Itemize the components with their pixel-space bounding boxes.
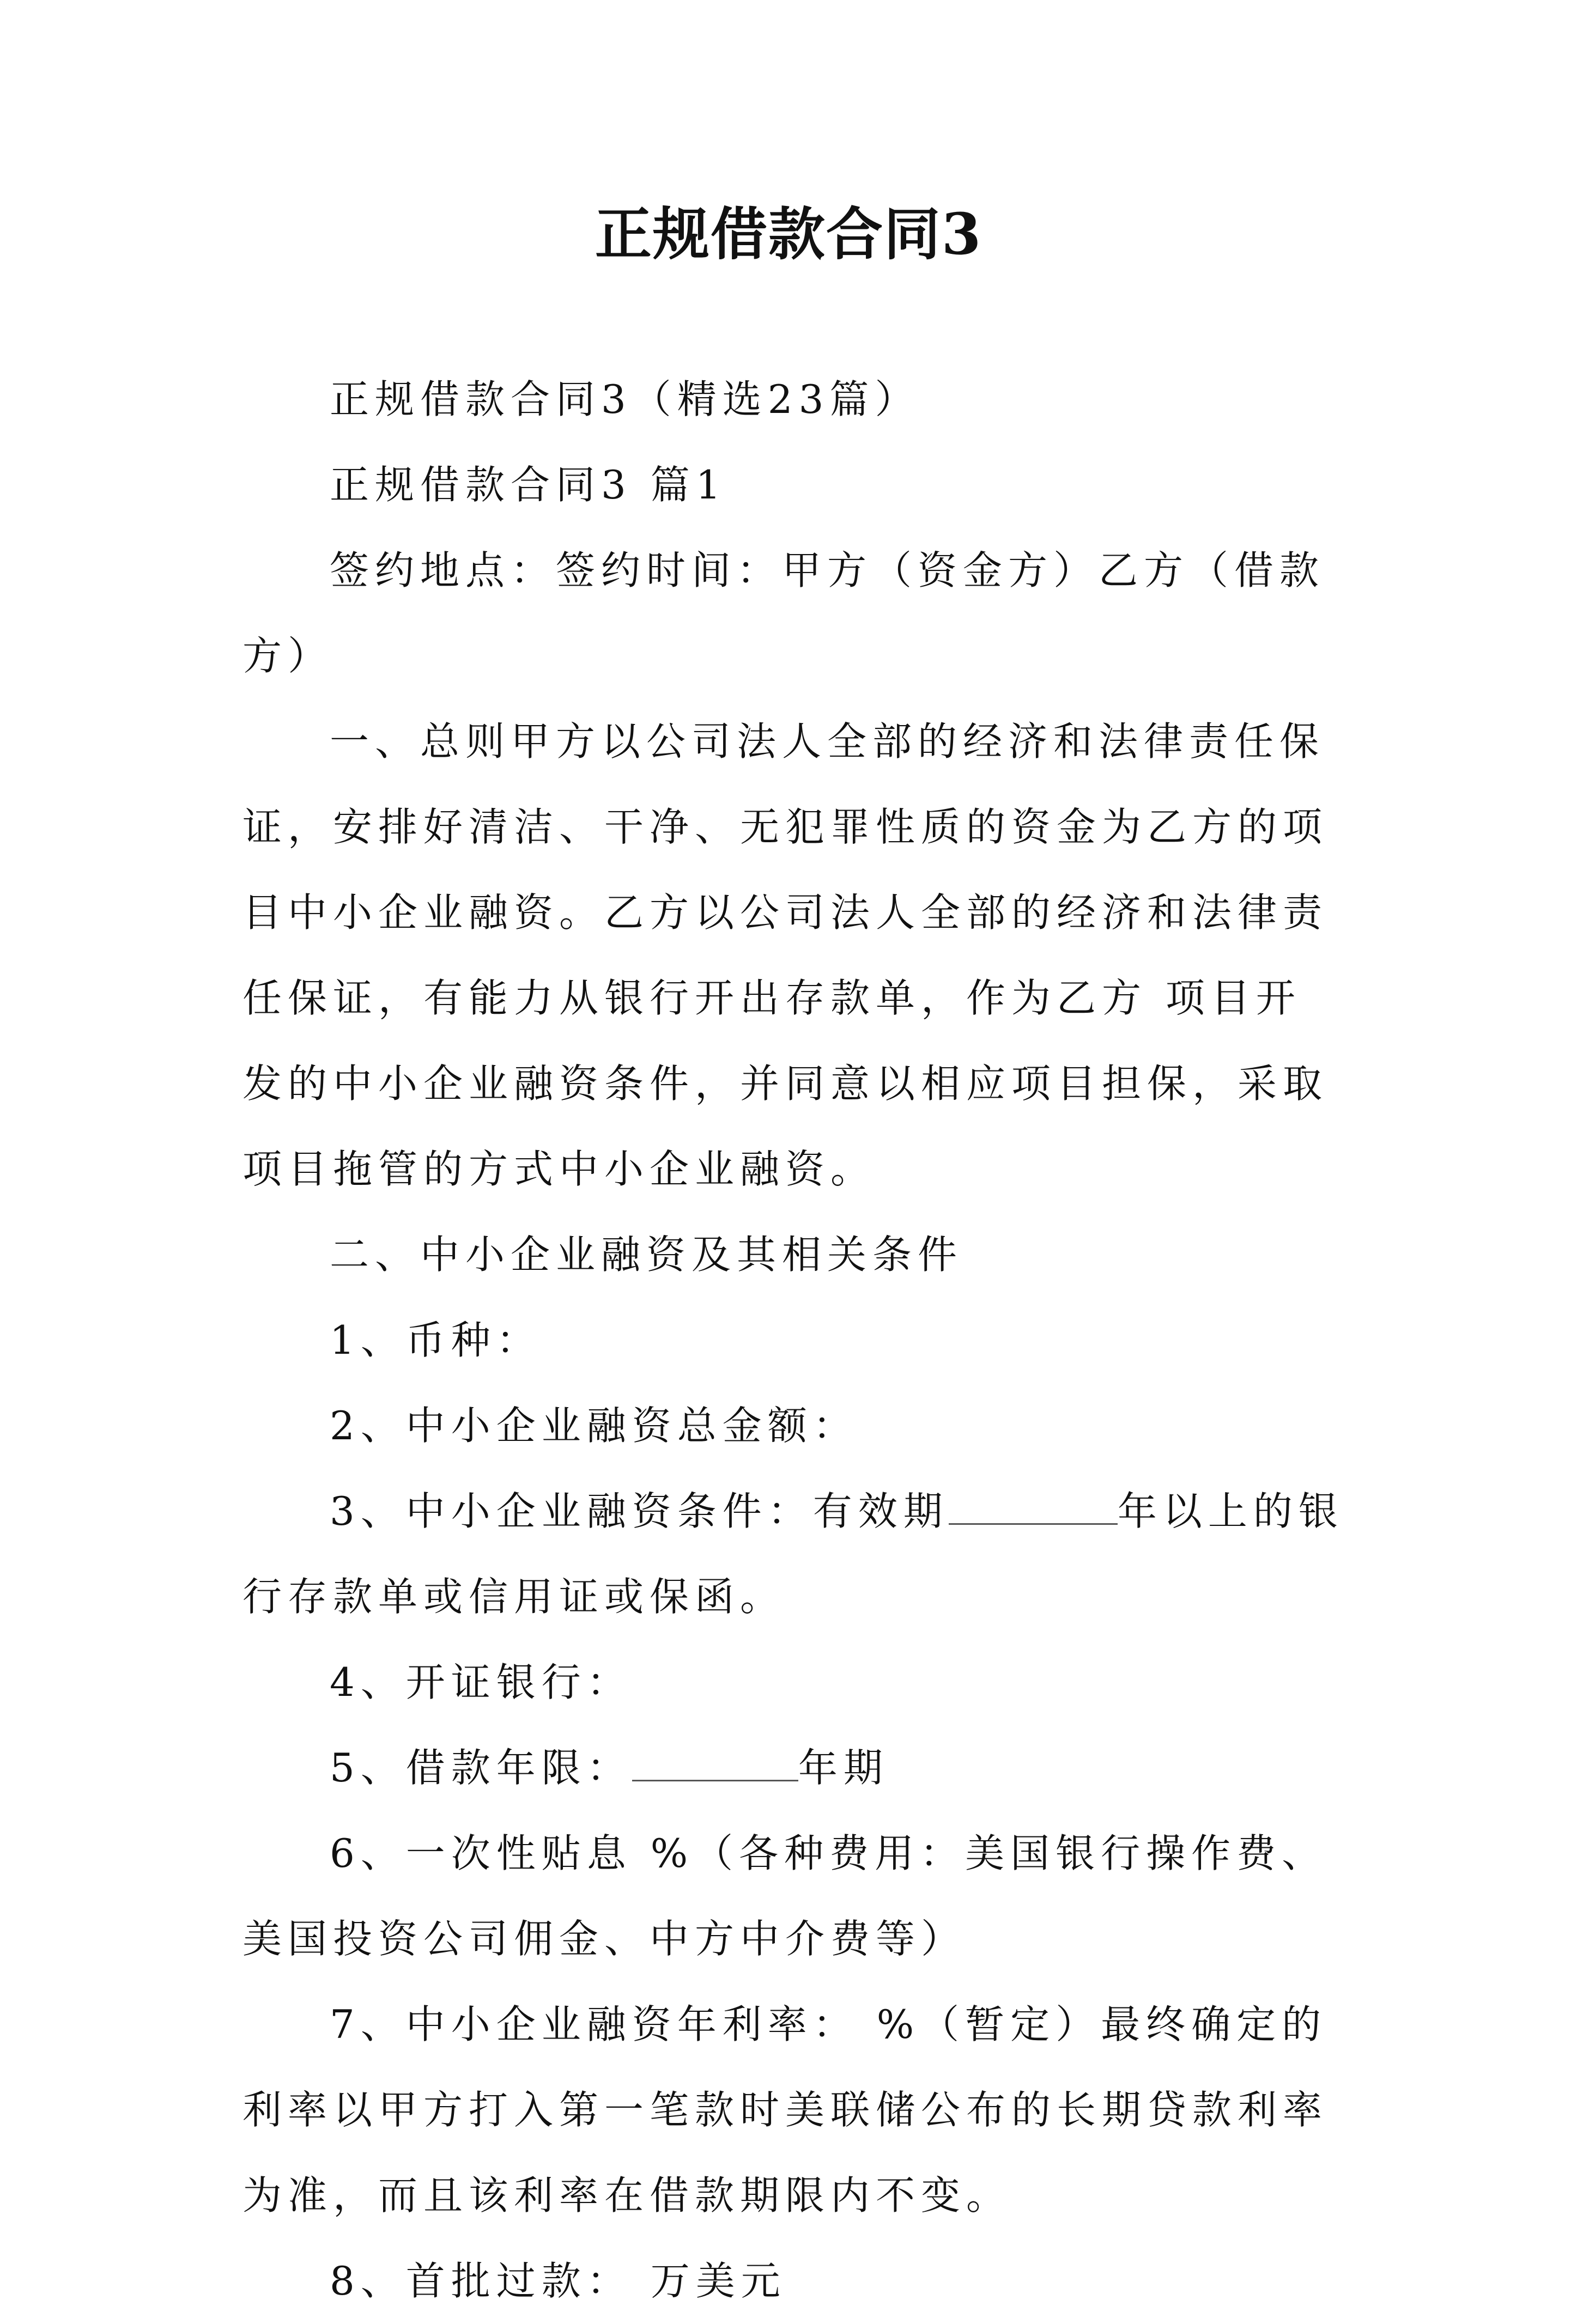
item5-text-after: 年期 — [798, 1745, 889, 1791]
document-title: 正规借款合同3 — [595, 200, 982, 267]
loan-term-blank — [632, 1747, 798, 1781]
item3-text-after: 年以上的银行存款单或信用证或保函。 — [242, 1488, 1344, 1620]
paragraph-general-provisions: 一、总则甲方以公司法人全部的经济和法律责任保证，安排好清洁、干净、无犯罪性质的资金为乙方的项目中小企业融资。乙方以公司法人全部的经济和法律责任保证，有能力从银行开出存款单，作为乙方 项目开发的中小企业融资条件，并同意以相应项目担保，采取项目拖管的方式中小企业融资。 — [242, 719, 1329, 1192]
paragraph-item-interest-rate: 7、中小企业融资年利率： %（暂定）最终确定的利率以甲方打入第一笔款时美联储公布的长期贷款利率为准，而且该利率在借款期限内不变。 — [242, 2001, 1329, 2218]
paragraph-item-first-payment: 8、首批过款： 万美元 — [330, 2258, 786, 2304]
paragraph-item-loan-term — [242, 1725, 1346, 1811]
paragraph-item-discount: 6、一次性贴息 %（各种费用：美国银行操作费、美国投资公司佣金、中方中介费等） — [242, 1830, 1327, 1962]
paragraph-section-heading: 正规借款合同3 篇1 — [330, 462, 727, 508]
validity-years-blank — [949, 1490, 1118, 1525]
paragraph-item-total-amount: 2、中小企业融资总金额： — [330, 1403, 858, 1449]
item5-text-before: 5、借款年限： — [330, 1745, 632, 1791]
paragraph-subtitle: 正规借款合同3（精选23篇） — [330, 376, 920, 422]
paragraph-signing-info: 签约地点：签约时间：甲方（资金方）乙方（借款方） — [242, 547, 1325, 679]
item3-text-before: 3、中小企业融资条件：有效期 — [330, 1488, 949, 1534]
paragraph-item-issuing-bank: 4、开证银行： — [330, 1659, 632, 1705]
paragraph-item-validity — [242, 1469, 1346, 1640]
document-body — [242, 357, 1346, 2324]
paragraph-financing-conditions-heading: 二、中小企业融资及其相关条件 — [330, 1232, 963, 1277]
paragraph-item-currency: 1、币种： — [330, 1317, 542, 1363]
